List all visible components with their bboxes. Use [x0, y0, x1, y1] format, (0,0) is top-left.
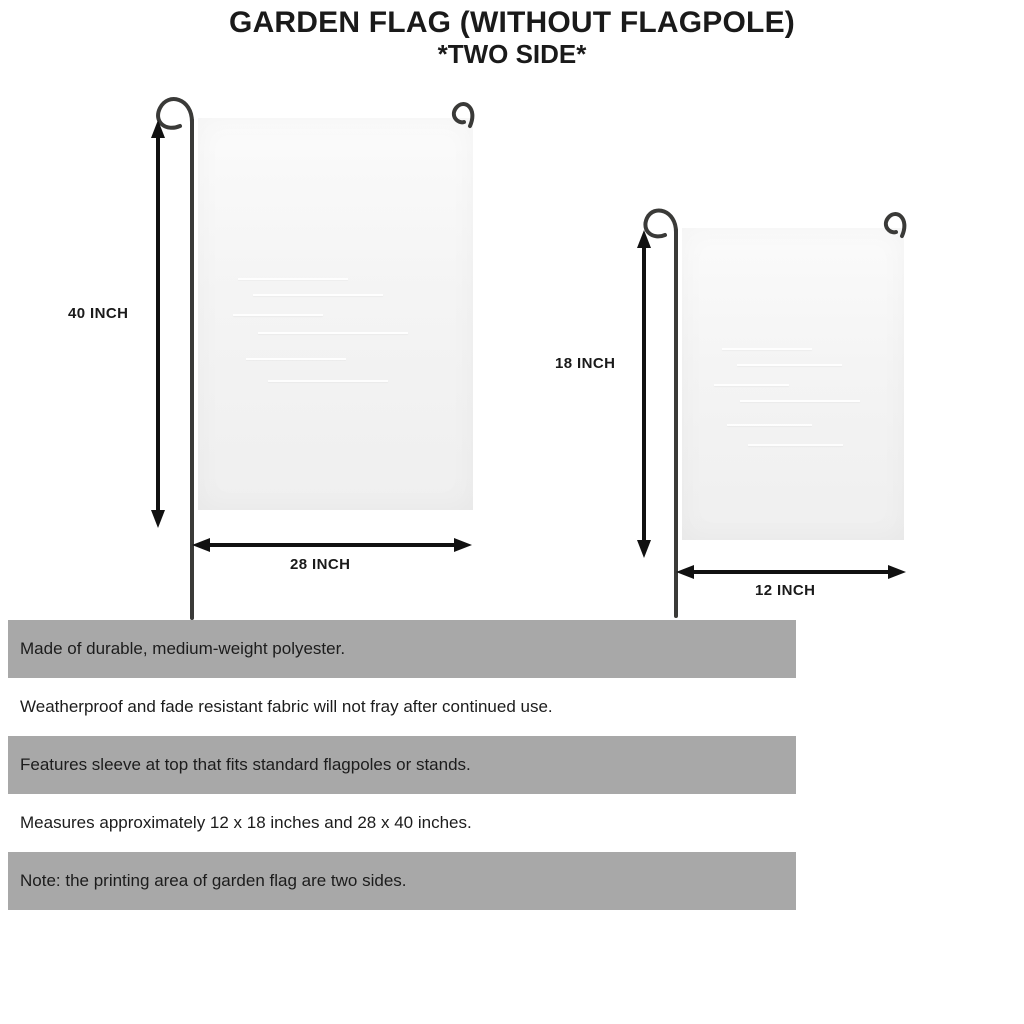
title-line-1: GARDEN FLAG (WITHOUT FLAGPOLE) — [229, 6, 795, 39]
list-item — [8, 736, 796, 794]
small-flag-height-label: 18 INCH — [555, 355, 616, 372]
large-flag-height-label: 40 INCH — [68, 305, 129, 322]
feature-text: Made of durable, medium-weight polyester. — [20, 639, 346, 658]
list-item — [8, 852, 796, 910]
title-line-2: *TWO SIDE* — [437, 38, 587, 69]
list-item — [8, 678, 796, 736]
feature-list — [8, 620, 796, 910]
large-flag-pole-and-dimensions — [140, 90, 540, 630]
diagram-title — [0, 6, 1024, 69]
small-flag-pole-and-dimensions — [630, 200, 970, 640]
small-flag-width-label: 12 INCH — [755, 582, 816, 599]
feature-text: Features sleeve at top that fits standard flagpoles or stands. — [20, 755, 471, 774]
list-item — [8, 620, 796, 678]
feature-text: Weatherproof and fade resistant fabric will not fray after continued use. — [20, 697, 553, 716]
large-flag-width-label: 28 INCH — [290, 556, 351, 573]
feature-text: Measures approximately 12 x 18 inches and 28 x 40 inches. — [20, 813, 472, 832]
feature-text: Note: the printing area of garden flag are two sides. — [20, 871, 407, 890]
list-item — [8, 794, 796, 852]
